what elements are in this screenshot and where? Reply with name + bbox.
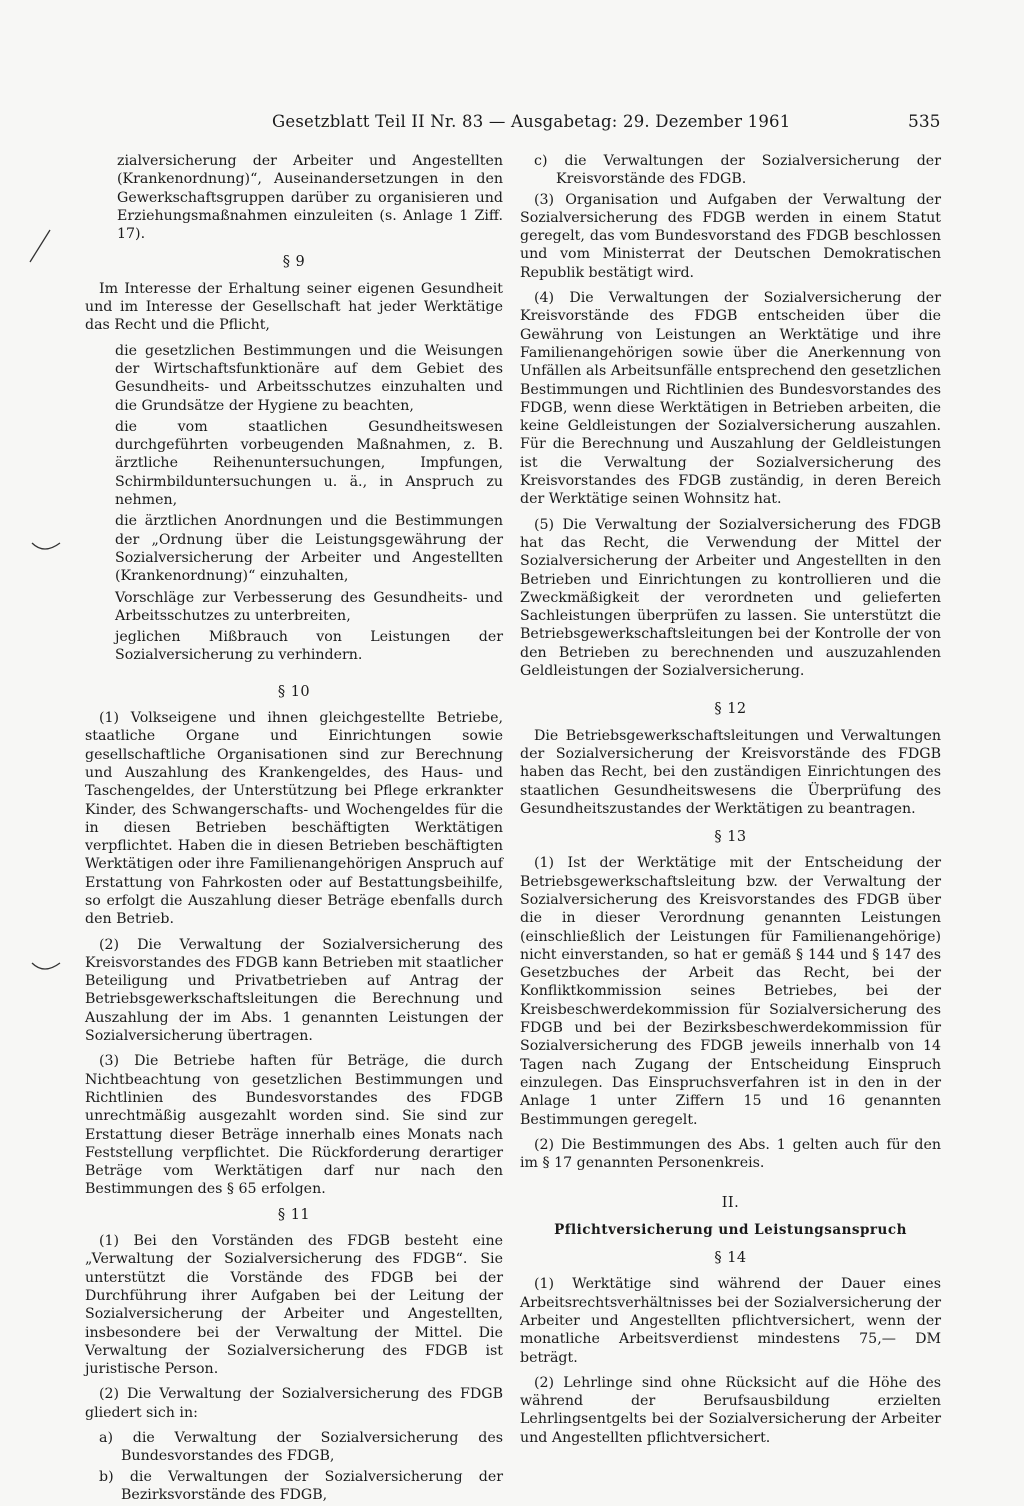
list-item: die vom staatlichen Gesundheitswesen durchgeführten vorbeugenden Maßnahmen, z. B. ärztliche Reihenuntersuchungen, Impfungen, Schirmbilduntersuchungen u. ä., in Anspruch zu nehmen, (115, 418, 503, 509)
list-item: jeglichen Mißbrauch von Leistungen der Sozialversicherung zu verhindern. (115, 629, 503, 664)
paragraph: (1) Ist der Werktätige mit der Entscheidung der Betriebsgewerkschaftsleitung bzw. der Verwaltung der Sozialversicherung des Kreisvorstandes des FDGB über die in dieser Verordnung genannten Leistungen (einschließlich der Leistungen für Familienangehörige) nicht einverstanden, so hat er gemäß § 144 und § 147 des Gesetzbuches der Arbeit das Recht, bei der Konfliktkommission seines Betriebes, bei der Kreisbeschwerdekommission für Sozialversicherung des FDGB und bei der Bezirksbeschwerdekommission für Sozialversicherung des FDGB jeweils innerhalb von 14 Tagen nach Zugang der Entscheidung Einspruch einzulegen. Das Einspruchsverfahren ist in den in der Anlage 1 unter Ziffern 15 und 16 genannten Bestimmungen geregelt. (520, 855, 941, 1128)
paragraph: (4) Die Verwaltungen der Sozialversicherung der Kreisvorstände des FDGB entscheiden über die Gewährung von Leistungen an Werktätige und ihre Familienangehörigen sowie über die Anerkennung von Unfällen als Arbeitsunfälle entsprechend den gesetzlichen Bestimmungen und Richtlinien des Bundesvorstandes des FDGB, wenn diese Werktätigen in Betrieben arbeiten, die keine Geldleistungen der Sozialversicherung auszahlen. Für die Berechnung und Auszahlung der Geldleistungen ist die Verwaltung der Sozialversicherung des Kreisvorstandes des FDGB zuständig, in deren Bereich der Werktätige seinen Wohnsitz hat. (520, 290, 941, 508)
list-item: die ärztlichen Anordnungen und die Bestimmungen der „Ordnung über die Leistungsgewährung der Sozialversicherung der Arbeiter und Angestellten (Krankenordnung)“ einzuhalten, (115, 513, 503, 585)
paragraph: (2) Die Verwaltung der Sozialversicherung des FDGB gliedert sich in: (85, 1386, 503, 1421)
list-item: Vorschläge zur Verbesserung des Gesundheits- und Arbeitsschutzes zu unterbreiten, (115, 589, 503, 624)
section-heading-12: § 12 (714, 701, 747, 718)
section-heading-13: § 13 (714, 829, 747, 846)
list-item: die gesetzlichen Bestimmungen und die Weisungen der Wirtschaftsfunktionäre auf dem Gebiet des Gesundheits- und Arbeitsschutzes einzuhalten und die Grundsätze der Hygiene zu beachten, (115, 342, 503, 414)
right-column (520, 152, 941, 1454)
margin-slash-mark (28, 226, 54, 269)
section-heading-11: § 11 (277, 1206, 311, 1223)
part-number: II. (721, 1195, 740, 1212)
gazette-title: Gesetzblatt Teil II Nr. 83 — Ausgabetag: 29. Dezember 1961 (272, 112, 791, 131)
continuation-block (85, 152, 503, 243)
paragraph: (2) Lehrlinge sind ohne Rücksicht auf die Höhe des während der Berufsausbildung erzielten Lehrlingsentgelts bei der Sozialversicherung der Arbeiter und Angestellten pflichtversichert. (520, 1374, 941, 1446)
paragraph: (1) Bei den Vorständen des FDGB besteht eine „Verwaltung der Sozialversicherung des FDGB“. Sie unterstützt die Vorstände des FDGB bei der Durchführung ihrer Aufgaben bei der Leitung der Sozialversicherung der Arbeiter und Angestellten, insbesondere bei der Verwaltung der Mittel. Die Verwaltung der Sozialversicherung des FDGB ist juristische Person. (85, 1233, 503, 1378)
margin-curve-mark-2 (30, 956, 62, 980)
pencil-stroke-icon (28, 226, 54, 264)
left-column (85, 152, 503, 1506)
margin-curve-mark (30, 536, 62, 560)
paragraph: (3) Die Betriebe haften für Beträge, die durch Nichtbeachtung von gesetzlichen Bestimmungen und Richtlinien des Bundesvorstandes des FDGB unrechtmäßig ausgezahlt worden sind. Sie sind zur Erstattung dieser Beträge innerhalb eines Monats nach Feststellung verpflichtet. Die Rückforderung derartiger Beträge vom Werktätigen darf nur nach den Bestimmungen des § 65 erfolgen. (85, 1053, 503, 1198)
paragraph: (3) Organisation und Aufgaben der Verwaltung der Sozialversicherung des FDGB werden in einem Statut geregelt, das vom Bundesvorstand des FDGB beschlossen und vom Ministerrat der Deutschen Demokratischen Republik bestätigt wird. (520, 191, 941, 281)
paragraph: (1) Werktätige sind während der Dauer eines Arbeitsrechtsverhältnisses bei der Sozialversicherung der Arbeiter und Angestellten pflichtversichert, wenn der monatliche Arbeitsverdienst mindestens 75,— DM beträgt. (520, 1276, 941, 1366)
page-header (0, 112, 1024, 138)
paragraph: (2) Die Verwaltung der Sozialversicherung des Kreisvorstandes des FDGB kann Betrieben mit staatlicher Beteiligung und Privatbetrieben auf Antrag der Betriebsgewerkschaftsleitungen die Berechnung und Auszahlung der im Abs. 1 genannten Leistungen der Sozialversicherung übertragen. (85, 936, 503, 1045)
list-item: b) die Verwaltungen der Sozialversicherung der Bezirksvorstände des FDGB, (99, 1468, 503, 1503)
list-item: c) die Verwaltungen der Sozialversicherung der Kreisvorstände des FDGB. (534, 153, 941, 188)
paragraph: Die Betriebsgewerkschaftsleitungen und Verwaltungen der Sozialversicherung der Kreisvorstände des FDGB haben das Recht, bei den zuständigen Einrichtungen des staatlichen Gesundheitswesens die Überprüfung des Gesundheitszustandes der Werktätigen zu beantragen. (520, 727, 941, 817)
paragraph: (1) Volkseigene und ihnen gleichgestellte Betriebe, staatliche Organe und Einrichtungen sowie gesellschaftliche Organisationen sind zur Berechnung und Auszahlung des Krankengeldes, des Haus- und Taschengeldes, der Unterstützung bei Pflege erkrankter Kinder, des Schwangerschafts- und Wochengeldes für die in diesen Betrieben beschäftigten Werktätigen verpflichtet. Haben die in diesen Betrieben beschäftigten Werktätigen oder ihre Familienangehörigen Anspruch auf Erstattung von Fahrkosten oder auf Bestattungsbeihilfe, so erfolgt die Auszahlung dieser Beträge ebenfalls durch den Betrieb. (85, 710, 503, 928)
pencil-curve-icon (30, 539, 62, 555)
section-heading-10: § 10 (277, 683, 311, 700)
page-number: 535 (908, 112, 941, 132)
pencil-curve-icon (30, 959, 62, 975)
paragraph: Im Interesse der Erhaltung seiner eigenen Gesundheit und im Interesse der Gesellschaft hat jeder Werktätige das Recht und die Pflicht, (85, 280, 503, 334)
list-item: a) die Verwaltung der Sozialversicherung des Bundesvorstandes des FDGB, (99, 1430, 503, 1465)
paragraph: (2) Die Bestimmungen des Abs. 1 gelten auch für den im § 17 genannten Personenkreis. (520, 1136, 941, 1172)
paragraph: zialversicherung der Arbeiter und Angestellten (Krankenordnung)“, Auseinandersetzungen in den Gewerkschaftsgruppen darüber zu organisieren und Erziehungsmaßnahmen einzuleiten (s. Anlage 1 Ziff. 17). (117, 153, 503, 243)
section-heading-14: § 14 (714, 1250, 747, 1267)
paragraph: (5) Die Verwaltung der Sozialversicherung des FDGB hat das Recht, die Verwendung der Mittel der Sozialversicherung der Arbeiter und Angestellten in den Betrieben und Einrichtungen zu kontrollieren und die Zweckmäßigkeit der verordneten und gelieferten Sachleistungen überprüfen zu lassen. Sie unterstützt die Betriebsgewerkschaftsleitungen bei der Kontrolle der von den Betrieben zu berechnenden und auszuzahlenden Geldleistungen der Sozialversicherung. (520, 516, 941, 680)
part-title: Pflichtversicherung und Leistungsanspruch (554, 1221, 907, 1238)
section-heading-9: § 9 (282, 254, 306, 271)
